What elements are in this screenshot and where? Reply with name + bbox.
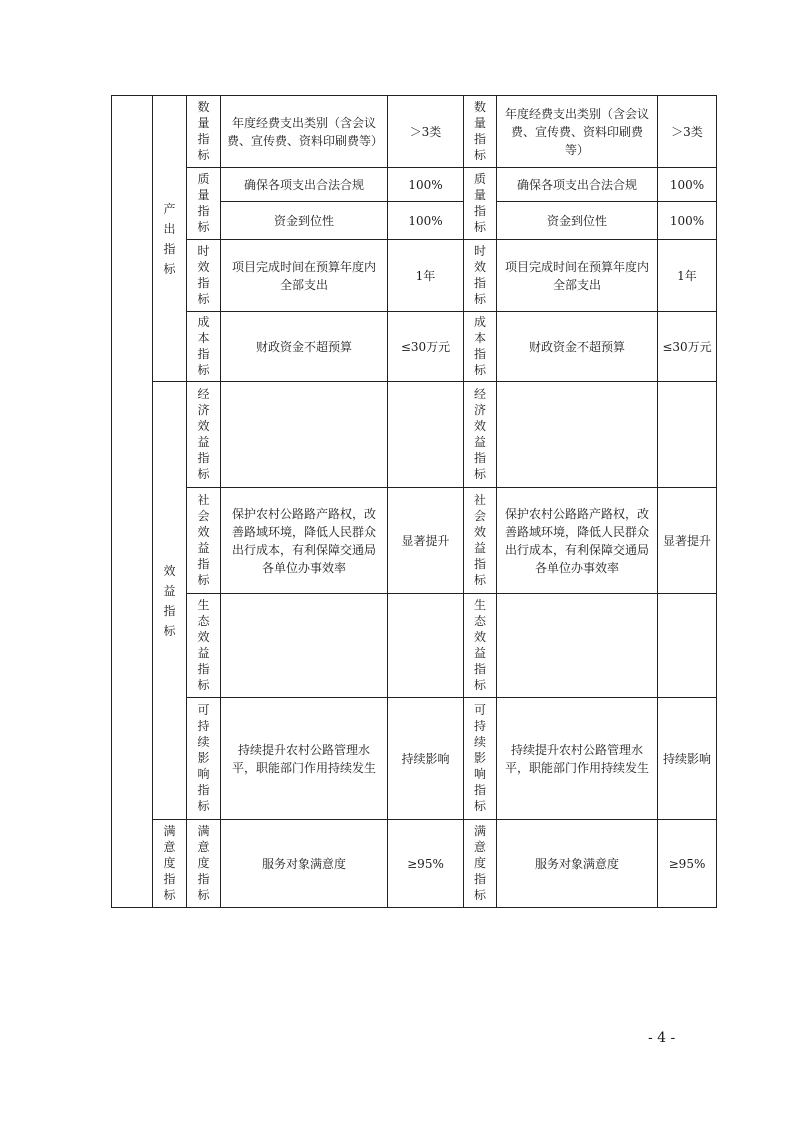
right-desc-cell bbox=[497, 240, 658, 312]
level2-cell bbox=[187, 698, 221, 820]
table-row bbox=[112, 96, 717, 168]
indicator-description: 项目完成时间在预算年度内全部支出 bbox=[231, 259, 376, 292]
indicator-description: 服务对象满意度 bbox=[261, 856, 346, 871]
left-value-cell bbox=[388, 698, 464, 820]
indicator-value: ≤30万元 bbox=[400, 339, 451, 354]
level2-label: 数量指标 bbox=[473, 100, 486, 162]
level1-label: 产出指标 bbox=[163, 201, 176, 276]
right-value-cell bbox=[658, 96, 717, 168]
left-value-cell bbox=[388, 96, 464, 168]
indicator-value: 1年 bbox=[415, 268, 436, 283]
right-level2-cell bbox=[464, 240, 497, 312]
left-value-cell bbox=[388, 382, 464, 488]
right-value-cell bbox=[658, 698, 717, 820]
right-desc-cell bbox=[497, 594, 658, 698]
right-level2-cell bbox=[464, 312, 497, 382]
level2-label: 满意度指标 bbox=[473, 824, 486, 902]
level2-cell bbox=[187, 594, 221, 698]
table-row bbox=[112, 168, 717, 202]
right-desc-cell bbox=[497, 488, 658, 594]
right-desc-cell bbox=[497, 312, 658, 382]
level2-label: 成本指标 bbox=[473, 315, 486, 377]
left-desc-cell bbox=[221, 240, 388, 312]
table-row bbox=[112, 382, 717, 488]
right-value-cell bbox=[658, 240, 717, 312]
left-desc-cell bbox=[221, 202, 388, 240]
indicator-value: 持续影响 bbox=[401, 751, 450, 766]
indicator-value: ＞3类 bbox=[409, 124, 442, 139]
indicator-description: 服务对象满意度 bbox=[534, 856, 619, 871]
level2-label: 可持续影响指标 bbox=[197, 703, 210, 813]
level2-label: 成本指标 bbox=[197, 315, 210, 377]
right-desc-cell bbox=[497, 168, 658, 202]
indicator-value: 持续影响 bbox=[662, 751, 711, 766]
right-desc-cell bbox=[497, 820, 658, 908]
indicator-value: 100% bbox=[669, 213, 705, 228]
level1-label: 效益指标 bbox=[163, 563, 176, 638]
indicator-value: 显著提升 bbox=[662, 533, 711, 548]
left-value-cell bbox=[388, 202, 464, 240]
left-value-cell bbox=[388, 168, 464, 202]
right-value-cell bbox=[658, 594, 717, 698]
indicator-description: 保护农村公路路产路权，改善路域环境，降低人民群众出行成本，有利保障交通局各单位办事效率 bbox=[231, 506, 376, 575]
indicator-description: 资金到位性 bbox=[546, 213, 607, 228]
left-desc-cell bbox=[221, 594, 388, 698]
right-desc-cell bbox=[497, 698, 658, 820]
indicator-value: ≥95% bbox=[407, 856, 444, 871]
left-value-cell bbox=[388, 488, 464, 594]
level2-cell bbox=[187, 312, 221, 382]
indicator-description: 持续提升农村公路管理水平，职能部门作用持续发生 bbox=[504, 742, 649, 775]
indicator-value: 100% bbox=[669, 177, 705, 192]
table-row bbox=[112, 820, 717, 908]
level1-label: 满意度指标 bbox=[163, 824, 176, 902]
indicator-value: ≥95% bbox=[668, 856, 706, 871]
level2-label: 时效指标 bbox=[473, 244, 486, 306]
level1-cell-satisfaction bbox=[153, 820, 187, 908]
level2-label: 质量指标 bbox=[473, 172, 486, 234]
level2-label: 生态效益指标 bbox=[197, 598, 210, 692]
performance-indicator-table bbox=[111, 95, 717, 908]
indicator-value: 100% bbox=[408, 213, 443, 228]
left-desc-cell bbox=[221, 168, 388, 202]
level2-label: 可持续影响指标 bbox=[473, 703, 486, 813]
level2-label: 质量指标 bbox=[197, 172, 210, 234]
right-value-cell bbox=[658, 820, 717, 908]
indicator-description: 项目完成时间在预算年度内全部支出 bbox=[504, 259, 649, 292]
indicator-value: 1年 bbox=[677, 268, 697, 283]
level2-cell bbox=[187, 96, 221, 168]
right-level2-cell bbox=[464, 382, 497, 488]
level1-cell-benefit bbox=[153, 382, 187, 820]
left-desc-cell bbox=[221, 312, 388, 382]
level2-cell bbox=[187, 382, 221, 488]
table-row bbox=[112, 312, 717, 382]
right-desc-cell bbox=[497, 382, 658, 488]
indicator-description: 持续提升农村公路管理水平，职能部门作用持续发生 bbox=[231, 742, 376, 775]
right-level2-cell bbox=[464, 820, 497, 908]
indicator-value: ≤30万元 bbox=[662, 339, 712, 354]
level2-label: 经济效益指标 bbox=[473, 387, 486, 481]
right-value-cell bbox=[658, 202, 717, 240]
indicator-description: 年度经费支出类别（含会议费、宣传费、资料印刷费等） bbox=[227, 115, 384, 148]
indicator-value: ＞3类 bbox=[671, 124, 703, 139]
level2-label: 生态效益指标 bbox=[473, 598, 486, 692]
level2-cell bbox=[187, 168, 221, 240]
indicator-description: 保护农村公路路产路权，改善路域环境，降低人民群众出行成本，有利保障交通局各单位办事效率 bbox=[504, 506, 649, 575]
level2-label: 时效指标 bbox=[197, 244, 210, 306]
level2-cell bbox=[187, 488, 221, 594]
indicator-description: 确保各项支出合法合规 bbox=[243, 177, 364, 192]
table-row bbox=[112, 594, 717, 698]
leading-blank-cell bbox=[112, 96, 153, 908]
left-desc-cell bbox=[221, 698, 388, 820]
indicator-description: 资金到位性 bbox=[273, 213, 334, 228]
indicator-value: 100% bbox=[408, 177, 443, 192]
left-value-cell bbox=[388, 312, 464, 382]
right-level2-cell bbox=[464, 488, 497, 594]
right-level2-cell bbox=[464, 698, 497, 820]
level2-label: 社会效益指标 bbox=[197, 493, 210, 587]
indicator-value: 显著提升 bbox=[401, 533, 450, 548]
right-value-cell bbox=[658, 382, 717, 488]
table-row bbox=[112, 698, 717, 820]
indicator-description: 财政资金不超预算 bbox=[255, 339, 352, 354]
right-level2-cell bbox=[464, 96, 497, 168]
indicator-description: 确保各项支出合法合规 bbox=[516, 177, 637, 192]
indicator-description: 财政资金不超预算 bbox=[528, 339, 625, 354]
level2-cell bbox=[187, 820, 221, 908]
left-value-cell bbox=[388, 240, 464, 312]
right-desc-cell bbox=[497, 202, 658, 240]
left-desc-cell bbox=[221, 488, 388, 594]
right-value-cell bbox=[658, 312, 717, 382]
left-desc-cell bbox=[221, 382, 388, 488]
left-value-cell bbox=[388, 594, 464, 698]
left-desc-cell bbox=[221, 820, 388, 908]
level2-label: 社会效益指标 bbox=[473, 493, 486, 587]
level2-label: 满意度指标 bbox=[197, 824, 210, 902]
table-row bbox=[112, 240, 717, 312]
level2-label: 数量指标 bbox=[197, 100, 210, 162]
indicator-description: 年度经费支出类别（含会议费、宣传费、资料印刷费等） bbox=[504, 106, 649, 157]
level1-cell-output bbox=[153, 96, 187, 382]
right-value-cell bbox=[658, 168, 717, 202]
right-desc-cell bbox=[497, 96, 658, 168]
right-level2-cell bbox=[464, 594, 497, 698]
level2-cell bbox=[187, 240, 221, 312]
left-desc-cell bbox=[221, 96, 388, 168]
level2-label: 经济效益指标 bbox=[197, 387, 210, 481]
page-number: - 4 - bbox=[648, 1030, 676, 1046]
right-level2-cell bbox=[464, 168, 497, 240]
right-value-cell bbox=[658, 488, 717, 594]
left-value-cell bbox=[388, 820, 464, 908]
table-row bbox=[112, 488, 717, 594]
